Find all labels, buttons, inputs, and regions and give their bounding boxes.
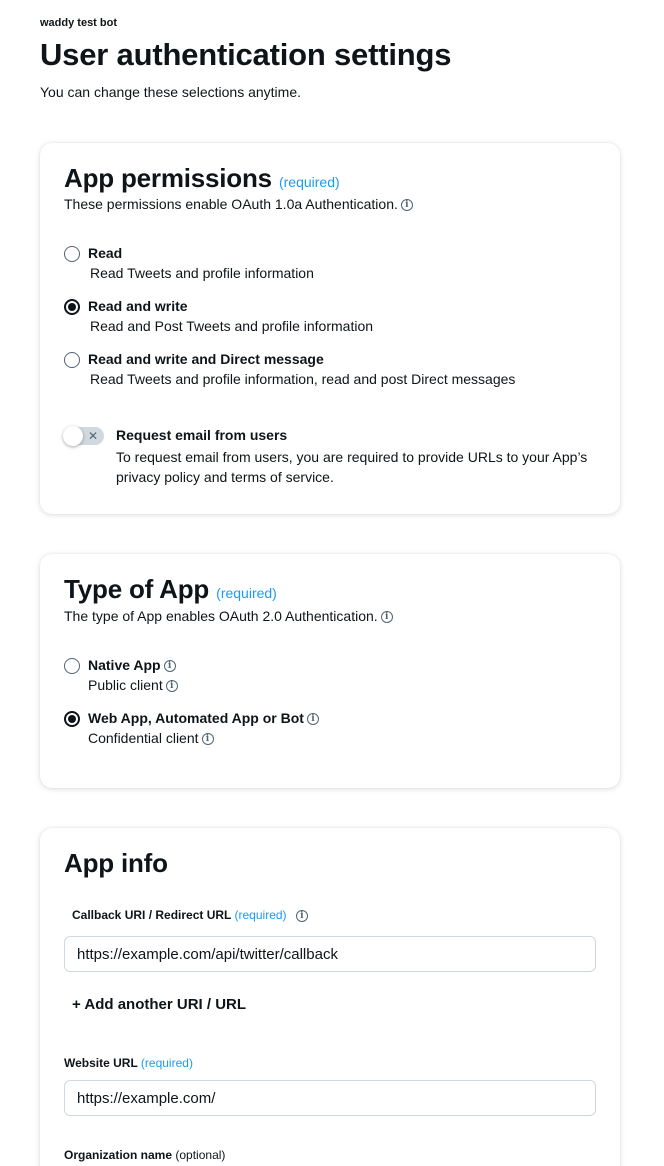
radio-read-write[interactable] [64,299,80,315]
callback-url-label-text: Callback URI / Redirect URL [72,908,232,922]
app-permissions-description-text: These permissions enable OAuth 1.0a Authentication. [64,196,398,212]
permission-option-description: Read and Post Tweets and profile information [90,318,374,334]
add-another-uri-button[interactable]: + Add another URI / URL [72,996,247,1013]
request-email-description: To request email from users, you are required to provide URLs to your App’s privacy policy and terms of service. [116,449,588,485]
permission-option-label[interactable]: Read and write [88,298,188,314]
app-type-option-label[interactable] [88,657,176,673]
info-icon[interactable]: i [296,910,308,922]
app-type-option-label-text[interactable]: Web App, Automated App or Bot [88,710,304,726]
type-of-app-description-text: The type of App enables OAuth 2.0 Authentication. [64,608,378,624]
app-name: waddy test bot [40,17,118,29]
app-permissions-title-text: App permissions [64,163,272,193]
app-type-option-description-text: Public client [88,677,163,693]
app-type-option-label-text[interactable]: Native App [88,657,161,673]
radio-web-app[interactable] [64,711,80,727]
request-email-toggle[interactable] [64,427,104,445]
website-url-label-text: Website URL [64,1056,138,1070]
required-tag: (required) [234,908,287,922]
radio-read-write-dm[interactable] [64,352,80,368]
request-email-label: Request email from users [116,427,288,443]
website-url-label [64,1056,193,1070]
optional-tag: (optional) [175,1148,226,1162]
required-tag: (required) [140,1056,193,1070]
info-icon[interactable]: i [381,611,393,623]
required-tag: (required) [278,174,340,190]
info-icon[interactable]: i [202,733,214,745]
organization-name-label-text: Organization name [64,1148,173,1162]
app-type-option-description [88,677,178,693]
app-type-option-description [88,730,214,746]
permission-option-description: Read Tweets and profile information, read and post Direct messages [90,371,516,387]
toggle-knob[interactable] [63,426,83,446]
radio-native-app[interactable] [64,658,80,674]
website-url-input[interactable] [64,1080,596,1116]
info-icon[interactable]: i [166,680,178,692]
callback-url-input[interactable] [64,936,596,972]
permission-option-label[interactable]: Read and write and Direct message [88,351,324,367]
app-info-card [40,828,620,1166]
organization-name-label [64,1148,225,1162]
app-info-title: App info [64,848,168,878]
type-of-app-title [64,574,277,605]
app-type-option-description-text: Confidential client [88,730,199,746]
close-icon: ✕ [87,429,98,443]
app-permissions-description [64,196,413,212]
required-tag: (required) [216,585,277,601]
type-of-app-description [64,608,393,624]
info-icon[interactable]: i [164,660,176,672]
app-type-option-label[interactable] [88,710,319,726]
info-icon[interactable]: i [307,713,319,725]
app-permissions-card [40,143,620,514]
page-title: User authentication settings [40,37,452,72]
radio-read[interactable] [64,246,80,262]
type-of-app-title-text: Type of App [64,574,210,604]
page-subtitle: You can change these selections anytime. [40,84,301,100]
type-of-app-card [40,554,620,788]
callback-url-label [72,908,308,922]
info-icon[interactable]: i [401,199,413,211]
permission-option-description: Read Tweets and profile information [90,265,314,281]
app-permissions-title [64,163,340,194]
permission-option-label[interactable]: Read [88,245,123,261]
